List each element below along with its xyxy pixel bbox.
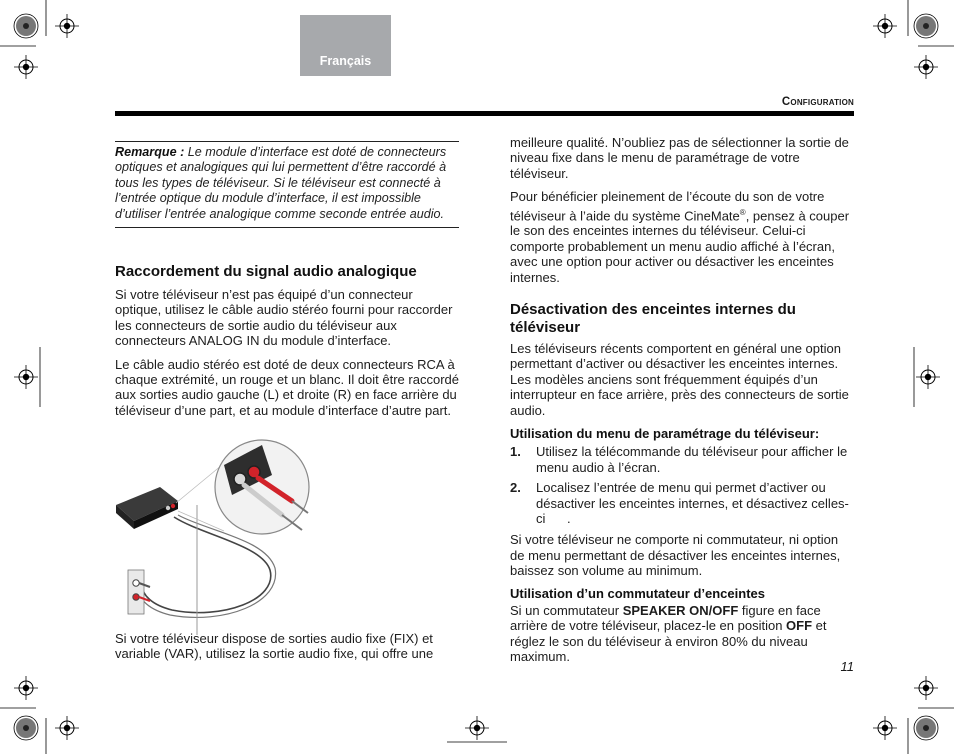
starburst-icon xyxy=(914,716,938,740)
paragraph: Si votre téléviseur n’est pas équipé d’un connecteur optique, utilisez le câble audio stéréo fourni pour raccorder les connecteurs de sortie audio du téléviseur aux connecteurs ANALOG IN du module d’interface. xyxy=(115,287,453,349)
note-box xyxy=(115,141,459,228)
registration-icon xyxy=(55,14,79,38)
rca-jack-icon xyxy=(133,594,139,600)
list-item: 1. Utilisez la télécommande du téléviseur pour afficher le menu audio à l’écran. xyxy=(510,444,848,475)
registration-icon xyxy=(914,676,938,700)
paragraph: meilleure qualité. N’oubliez pas de sélectionner la sortie de niveau fixe dans le menu de paramétrage de votre téléviseur. xyxy=(510,135,849,181)
connection-illustration xyxy=(112,435,312,635)
section-title: Configuration xyxy=(781,96,854,108)
paragraph: Si votre téléviseur dispose de sorties audio fixe (FIX) et variable (VAR), utilisez la sortie audio fixe, qui offre une xyxy=(115,631,434,662)
paragraph: Si votre téléviseur ne comporte ni commutateur, ni option de menu permettant de désactiver les enceintes internes, baissez son volume au minimum. xyxy=(510,532,841,579)
registration-icon xyxy=(14,676,38,700)
rca-jack-icon xyxy=(133,580,139,586)
starburst-icon xyxy=(14,716,38,740)
starburst-icon xyxy=(14,14,38,38)
note-label: Remarque : xyxy=(115,145,185,159)
paragraph: Pour bénéficier pleinement de l’écoute du son de votre téléviseur à l’aide du système CineMate®, pensez à couper le son des enceintes internes du téléviseur. Celui-ci comporte probablement un menu audio affiché à l’écran, avec une option pour activer ou désactiver les enceintes internes. xyxy=(510,189,850,285)
paragraph: Si un commutateur SPEAKER ON/OFF figure en face arrière de votre téléviseur, placez-le en position OFF et réglez le son du téléviseur à environ 80% du niveau maximum. xyxy=(510,603,827,665)
registration-icon xyxy=(916,365,940,389)
page-number: 11 xyxy=(840,659,854,674)
registration-icon xyxy=(14,365,38,389)
paragraph: Les téléviseurs récents comportent en général une option permettant d’activer ou désactiver les enceintes internes. Les modèles anciens sont fréquemment équipés d’un interrupteur en face arrière, près des connecteurs de sortie audio. xyxy=(510,340,849,418)
left-column-bottom xyxy=(115,631,460,662)
starburst-icon xyxy=(914,14,938,38)
list-item: 2. Localisez l’entrée de menu qui permet d’activer ou désactiver les enceintes internes, et désactivez celles-ci . xyxy=(510,480,849,527)
registration-icon xyxy=(55,716,79,740)
paragraph: Le câble audio stéréo est doté de deux connecteurs RCA à chaque extrémité, un rouge et un blanc. Il doit être raccordé aux sorties audio gauche (L) et droite (R) en face arrière du téléviseur d’une part, et au module d’interface d’autre part. xyxy=(115,356,459,418)
rca-jack-icon xyxy=(166,506,170,510)
heading-analog: Raccordement du signal audio analogique xyxy=(115,263,417,280)
subheading-switch: Utilisation d’un commutateur d’enceintes xyxy=(510,585,765,601)
registration-icon xyxy=(465,716,489,740)
rca-jack-icon xyxy=(171,504,175,508)
heading-disable-speakers: Désactivation des enceintes internes du téléviseur xyxy=(510,300,796,336)
registration-icon xyxy=(873,14,897,38)
registration-icon xyxy=(873,716,897,740)
registration-icon xyxy=(914,55,938,79)
registration-icon xyxy=(14,55,38,79)
language-tab: Français xyxy=(300,15,391,76)
right-column xyxy=(510,135,855,665)
left-column xyxy=(115,263,460,418)
note-text: Le module d’interface est doté de connecteurs optiques et analogiques qui lui permettent d’être raccordé à tous les types de téléviseur. Si le téléviseur est connecté à l’entrée optique du module d’interface, il est impossible d’utiliser l’entrée analogique comme seconde entrée audio. xyxy=(115,145,447,221)
header-rule xyxy=(115,111,854,116)
subheading-menu: Utilisation du menu de paramétrage du téléviseur: xyxy=(510,426,820,442)
